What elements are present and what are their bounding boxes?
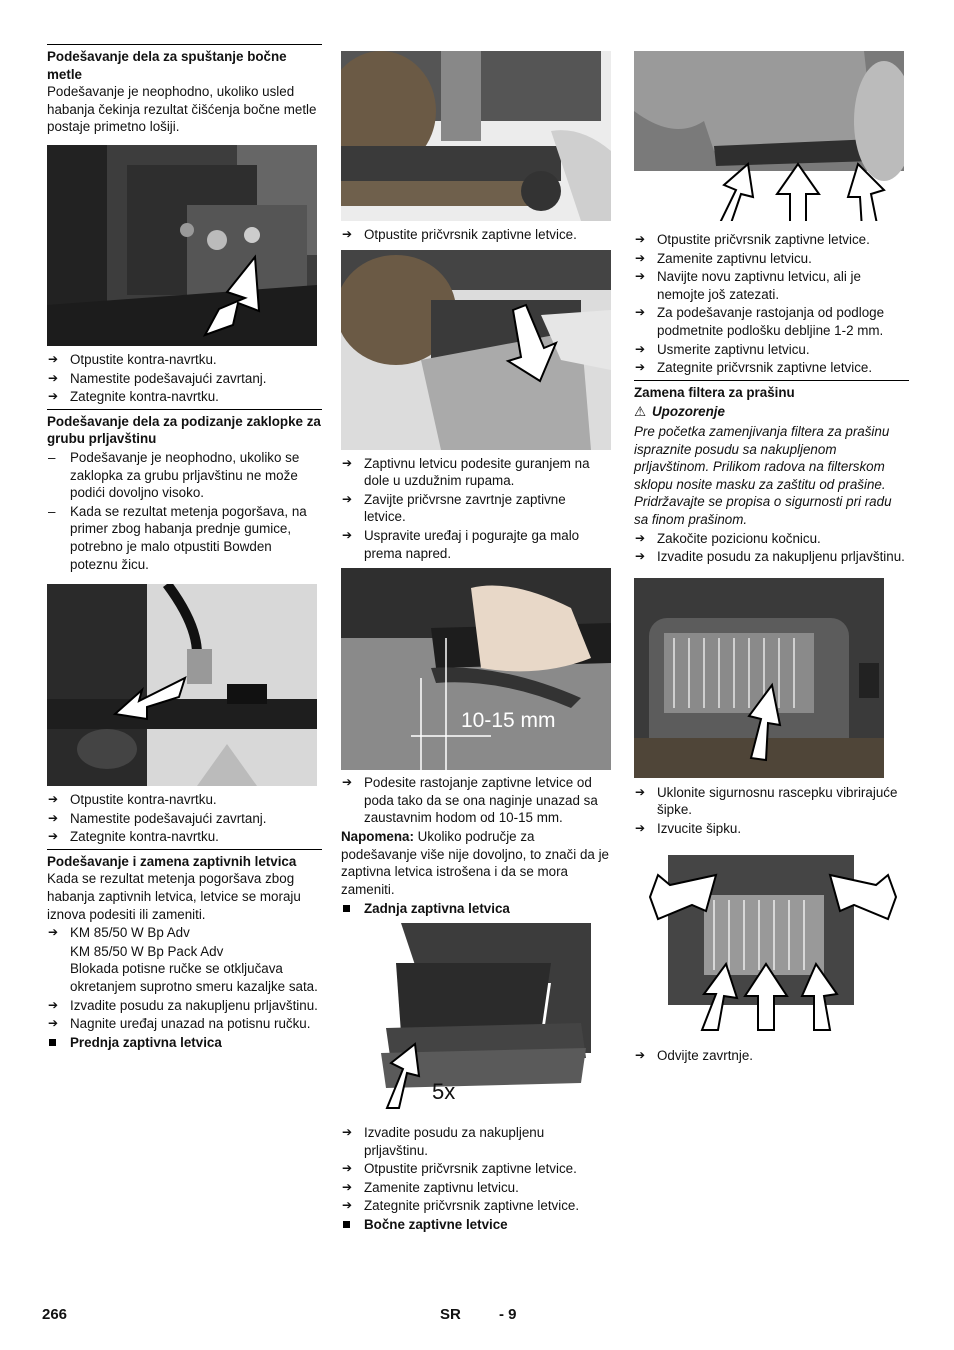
- step-item: ➔ Zategnite kontra-navrtku.: [47, 828, 322, 846]
- figure-side-strips: [634, 51, 904, 221]
- step-item: ➔ Otpustite pričvrsnik zaptivne letvice.: [341, 226, 611, 244]
- note-label: Napomena:: [341, 828, 414, 844]
- section-heading-dust-filter: Zamena filtera za prašinu: [634, 380, 909, 402]
- step-item: ➔ Zamenite zaptivnu letvicu.: [634, 250, 909, 268]
- model-name: KM 85/50 W Bp Adv: [70, 925, 190, 941]
- paragraph: Podešavanje je neophodno, ukoliko usled habanja čekinja rezultat čišćenja bočne metle postaje primetno lošiji.: [47, 84, 317, 135]
- step-item: ➔ Otpustite kontra-navrtku.: [47, 351, 322, 369]
- model-name: KM 85/50 W Bp Pack Adv: [70, 943, 224, 959]
- subsection-front-strip: Prednja zaptivna letvica: [47, 1034, 322, 1052]
- step-item-model: [47, 924, 322, 942]
- figure-bowden-cable: [47, 584, 317, 786]
- step-item: ➔ Otpustite pričvrsnik zaptivne letvice.: [634, 231, 909, 249]
- step-item: ➔ Zavijte pričvrsne zavrtnje zaptivne letvice.: [341, 491, 611, 526]
- section-page: - 9: [499, 1306, 517, 1323]
- step-item: ➔ Odvijte zavrtnje.: [634, 1047, 909, 1065]
- page-number: 266: [42, 1306, 68, 1323]
- step-item: ➔ Zaptivnu letvicu podesite guranjem na dole u uzdužnim rupama.: [341, 455, 611, 490]
- step-item: ➔ Navijte novu zaptivnu letvicu, ali je nemojte još zatezati.: [634, 268, 909, 303]
- step-item: ➔ Uspravite uređaj i pogurajte ga malo prema napred.: [341, 527, 611, 562]
- note-paragraph: [341, 828, 611, 898]
- step-item: ➔ Zakočite pozicionu kočnicu.: [634, 530, 909, 548]
- column-3: [634, 44, 909, 1066]
- paragraph: Kada se rezultat metenja pogoršava zbog habanja zaptivnih letvica, letvice se moraju iznova podesiti ili zameniti.: [47, 871, 301, 922]
- step-item: ➔ Zategnite pričvrsnik zaptivne letvice.: [341, 1197, 611, 1215]
- step-item: ➔ Izvucite šipku.: [634, 820, 909, 838]
- language-code: SR: [440, 1306, 461, 1323]
- step-item: ➔ Izvadite posudu za nakupljenu prljavštinu.: [341, 1124, 611, 1159]
- step-item: ➔ Namestite podešavajući zavrtanj.: [47, 370, 322, 388]
- dash-item: – Kada se rezultat metenja pogoršava, na primer zbog habanja prednje gumice, potrebno je malo otpustiti Bowden poteznu žicu.: [47, 503, 322, 573]
- model-note: Blokada potisne ručke se otključava okretanjem suprotno smeru kazaljke sata.: [70, 961, 318, 995]
- section-heading-flap-lifting: Podešavanje dela za podizanje zaklopke za grubu prljavštinu: [47, 409, 322, 448]
- section-heading-side-broom-lowering: Podešavanje dela za spuštanje bočne metle: [47, 44, 322, 83]
- step-item: ➔ Namestite podešavajući zavrtanj.: [47, 810, 322, 828]
- step-item: ➔ Zategnite kontra-navrtku.: [47, 388, 322, 406]
- dimension-label: 10-15 mm: [461, 709, 556, 733]
- step-item: ➔ Podesite rastojanje zaptivne letvice od poda tako da se ona naginje unazad sa zaustavnim hodom od 10-15 mm.: [341, 774, 611, 827]
- count-label: 5x: [432, 1078, 456, 1104]
- step-item: ➔ Otpustite pričvrsnik zaptivne letvice.: [341, 1160, 611, 1178]
- step-item: ➔ Zamenite zaptivnu letvicu.: [341, 1179, 611, 1197]
- step-item: ➔ Uklonite sigurnosnu rascepku vibrirajuće šipke.: [634, 784, 909, 819]
- step-item: ➔ Usmerite zaptivnu letvicu.: [634, 341, 909, 359]
- dash-item: – Podešavanje je neophodno, ukoliko se zaklopka za grubu prljavštinu ne može podići dovoljno visoko.: [47, 449, 322, 502]
- subsection-side-strips: Bočne zaptivne letvice: [341, 1216, 611, 1234]
- figure-strip-distance: [341, 568, 611, 770]
- step-item: ➔ Izvadite posudu za nakupljenu prljavštinu.: [634, 548, 909, 566]
- note-text: Ukoliko područje za podešavanje više nije dovoljno, to znači da je zaptivna letvica istrošena i da se mora zameniti.: [341, 828, 609, 897]
- step-item: ➔ Zategnite pričvrsnik zaptivne letvice.: [634, 359, 909, 377]
- figure-filter-pin: [634, 578, 884, 778]
- step-item: ➔ Nagnite uređaj unazad na potisnu ručku.: [47, 1015, 322, 1033]
- warning-label: Upozorenje: [652, 404, 725, 420]
- step-item: ➔ Izvadite posudu za nakupljenu prljavštinu.: [47, 997, 322, 1015]
- section-heading-sealing-strips: Podešavanje i zamena zaptivnih letvica: [47, 849, 322, 871]
- figure-filter-screws: [634, 855, 909, 1035]
- warning-heading: [634, 403, 909, 421]
- figure-rear-strip: [341, 923, 591, 1118]
- figure-strip-fastener: [341, 51, 611, 221]
- subsection-rear-strip: Zadnja zaptivna letvica: [341, 900, 611, 918]
- warning-text: Pre početka zamenjivanja filtera za prašinu ispraznite posudu sa nakupljenom prljavštinom. Prilikom radova na filterskom sklopu nosite masku za zaštitu od prašine. Pridržavajte se propisa o sigurnosti pri radu sa finom prašinom.: [634, 423, 892, 527]
- step-item: ➔ Otpustite kontra-navrtku.: [47, 791, 322, 809]
- column-1: [47, 44, 322, 1052]
- warning-triangle-icon: ⚠: [634, 404, 647, 420]
- column-2: [341, 44, 611, 1234]
- figure-side-broom-adjuster: [47, 145, 317, 346]
- figure-strip-slots: [341, 250, 611, 450]
- step-item: ➔ Za podešavanje rastojanja od podloge podmetnite podlošku debljine 1-2 mm.: [634, 304, 909, 339]
